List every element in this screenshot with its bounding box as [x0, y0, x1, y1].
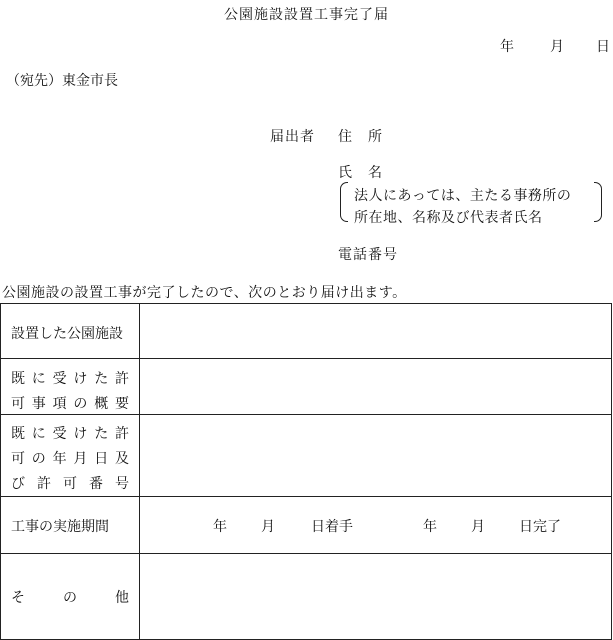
- name-label: 氏 名: [338, 165, 383, 181]
- document-title: 公園施設設置工事完了届: [224, 7, 389, 23]
- right-bracket: [594, 182, 602, 222]
- addressee: （宛先）東金市長: [6, 73, 118, 89]
- start-day-label: 日着手: [311, 519, 353, 535]
- permit-date-number-label-line1: 既 に 受 け た 許: [11, 426, 129, 442]
- start-month-label: 月: [261, 519, 275, 535]
- received-permit-summary-label-line2: 可 事 項 の 概 要: [11, 396, 129, 412]
- received-permit-summary-label-line1: 既 に 受 け た 許: [11, 371, 129, 387]
- date-day-label: 日: [596, 39, 610, 55]
- start-year-label: 年: [213, 519, 227, 535]
- permit-date-number-label-line2: 可 の 年 月 日 及: [11, 451, 129, 467]
- date-month-label: 月: [550, 39, 564, 55]
- work-period-label: 工事の実施期間: [11, 519, 109, 535]
- end-month-label: 月: [471, 519, 485, 535]
- installed-facility-label: 設置した公園施設: [11, 326, 123, 342]
- corporate-note: [338, 180, 604, 224]
- received-permit-summary-field[interactable]: [140, 359, 611, 414]
- applicant-label: 届出者: [270, 129, 315, 145]
- other-label: そ の 他: [11, 590, 129, 606]
- permit-date-number-label-line3: び 許 可 番 号: [11, 476, 129, 492]
- row-divider-3: [1, 496, 611, 497]
- installed-facility-field[interactable]: [140, 304, 611, 358]
- corporate-note-line2: 所在地、名称及び代表者氏名: [354, 210, 543, 226]
- statement: 公園施設の設置工事が完了したので、次のとおり届け出ます。: [2, 285, 407, 301]
- other-field[interactable]: [140, 554, 611, 639]
- address-label: 住 所: [338, 129, 383, 145]
- left-bracket: [340, 182, 348, 222]
- completion-form-table: [0, 303, 612, 640]
- end-day-label: 日完了: [519, 519, 561, 535]
- corporate-note-line1: 法人にあっては、主たる事務所の: [354, 188, 572, 204]
- end-year-label: 年: [423, 519, 437, 535]
- phone-label: 電話番号: [338, 247, 398, 263]
- permit-date-number-field[interactable]: [140, 415, 611, 496]
- date-year-label: 年: [500, 39, 514, 55]
